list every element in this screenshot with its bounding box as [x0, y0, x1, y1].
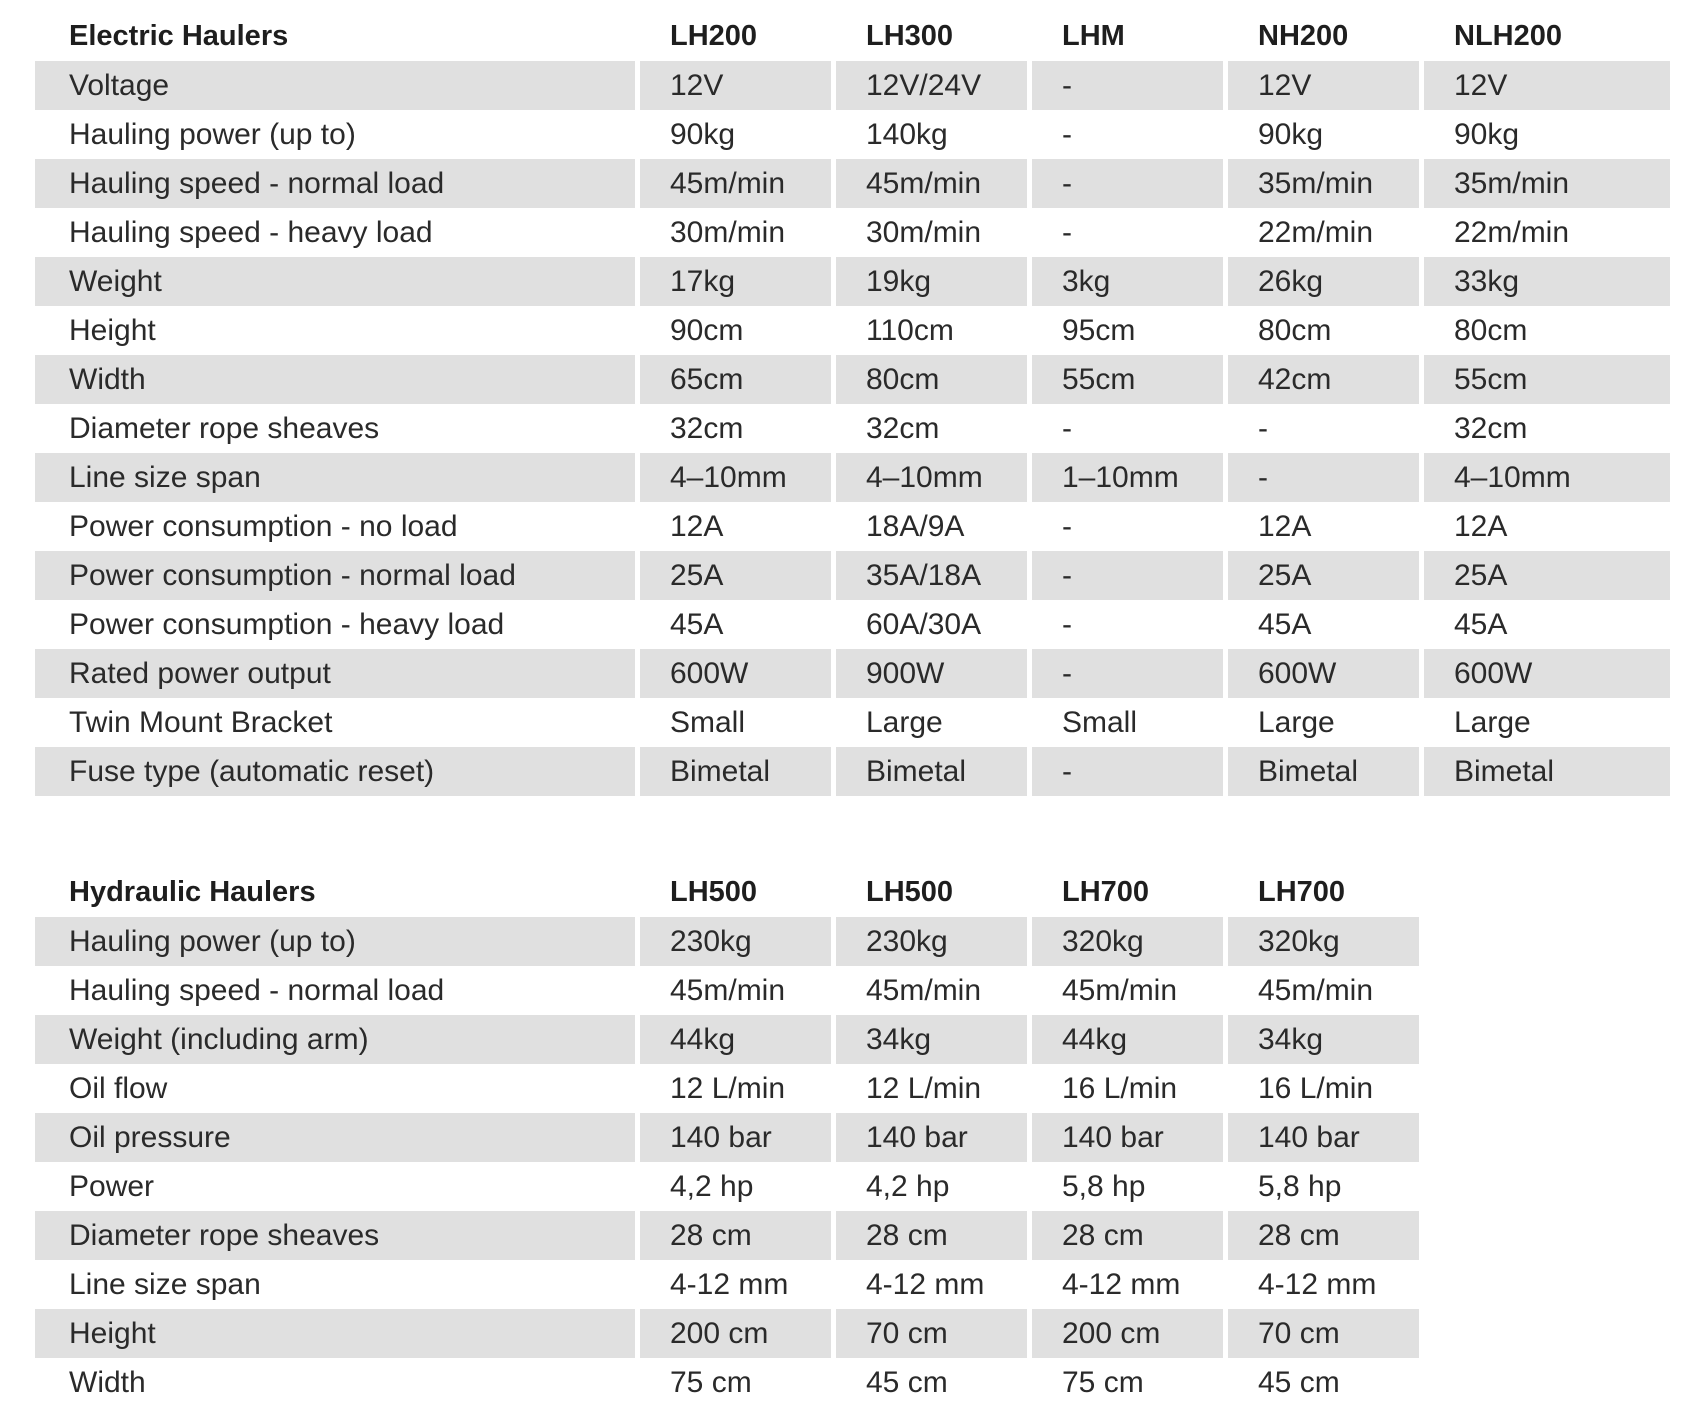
table-row [35, 453, 1670, 502]
spec-value: 230kg [640, 917, 831, 966]
spec-value: 17kg [640, 257, 831, 306]
spec-value: Large [866, 706, 943, 739]
row-label: Diameter rope sheaves [35, 1211, 635, 1260]
spec-value: 80cm [836, 355, 1027, 404]
spec-value: 35m/min [1424, 159, 1670, 208]
spec-value: 45A [670, 608, 724, 641]
spec-value: 90kg [670, 118, 736, 151]
spec-value: 25A [1424, 551, 1670, 600]
spec-value: 140 bar [640, 1113, 831, 1162]
spec-value: 4–10mm [836, 453, 1027, 502]
spec-value: 45m/min [1062, 974, 1178, 1007]
table-row [35, 1015, 1419, 1064]
row-label: Power consumption - heavy load [69, 608, 505, 641]
table-row [35, 257, 1670, 306]
electric-haulers-table [35, 12, 1670, 796]
spec-value: 45A [1454, 608, 1508, 641]
spec-value: 4-12 mm [670, 1268, 789, 1301]
spec-value: - [1228, 453, 1419, 502]
table-row [35, 600, 1670, 649]
spec-value: 45 cm [866, 1366, 948, 1399]
model-header: NH200 [1258, 20, 1349, 52]
table-row [35, 1211, 1419, 1260]
spec-value: 16 L/min [1062, 1072, 1178, 1105]
table-row [35, 208, 1670, 257]
spec-value: Bimetal [1424, 747, 1670, 796]
spec-value: - [1062, 412, 1072, 445]
spec-value: - [1062, 510, 1072, 543]
table-row [35, 61, 1670, 110]
spec-value: 4-12 mm [1258, 1268, 1377, 1301]
model-header: LH700 [1258, 876, 1346, 908]
spec-value: 5,8 hp [1062, 1170, 1146, 1203]
row-label: Width [69, 1366, 146, 1399]
spec-value: 34kg [836, 1015, 1027, 1064]
row-label: Hauling speed - normal load [35, 159, 635, 208]
spec-value: 140 bar [836, 1113, 1027, 1162]
electric-table-body [35, 61, 1670, 796]
spec-value: 25A [1228, 551, 1419, 600]
spec-value: 200 cm [1032, 1309, 1223, 1358]
spec-value: - [1062, 216, 1072, 249]
spec-value: Bimetal [836, 747, 1027, 796]
spec-value: 70 cm [1228, 1309, 1419, 1358]
electric-table-title: Electric Haulers [69, 20, 289, 52]
model-header: LH500 [866, 876, 954, 908]
table-row [35, 698, 1670, 747]
spec-value: 35A/18A [836, 551, 1027, 600]
spec-value: 4–10mm [1424, 453, 1670, 502]
spec-value: 140 bar [1228, 1113, 1419, 1162]
row-label: Power consumption - normal load [35, 551, 635, 600]
spec-value: 28 cm [1228, 1211, 1419, 1260]
spec-value: 42cm [1228, 355, 1419, 404]
spec-value: 12A [670, 510, 724, 543]
table-row [35, 110, 1670, 159]
spec-value: - [1032, 159, 1223, 208]
spec-value: 18A/9A [866, 510, 965, 543]
spec-value: 45m/min [1258, 974, 1374, 1007]
spec-value: 44kg [640, 1015, 831, 1064]
spec-value: - [1032, 61, 1223, 110]
model-header: LH700 [1062, 876, 1150, 908]
row-label: Hauling power (up to) [69, 118, 356, 151]
spec-value: - [1062, 118, 1072, 151]
spec-value: Large [1258, 706, 1335, 739]
model-header: LH300 [866, 20, 954, 52]
spec-value: 32cm [866, 412, 940, 445]
spec-value: 44kg [1032, 1015, 1223, 1064]
model-header: NLH200 [1454, 20, 1562, 52]
row-label: Hauling speed - normal load [69, 974, 445, 1007]
spec-value: 35m/min [1228, 159, 1419, 208]
spec-value: 32cm [1454, 412, 1528, 445]
table-row [35, 1064, 1419, 1113]
row-label: Hauling speed - heavy load [69, 216, 433, 249]
spec-value: - [1062, 608, 1072, 641]
table-row [35, 306, 1670, 355]
spec-value: 1–10mm [1032, 453, 1223, 502]
spec-value: 45m/min [866, 974, 982, 1007]
spec-value: 12 L/min [670, 1072, 786, 1105]
spec-value: - [1032, 747, 1223, 796]
row-label: Height [35, 1309, 635, 1358]
spec-value: 140kg [866, 118, 948, 151]
table-row [35, 502, 1670, 551]
table-row [35, 1309, 1419, 1358]
spec-value: - [1032, 649, 1223, 698]
spec-value: 28 cm [1032, 1211, 1223, 1260]
model-header: LH500 [670, 876, 758, 908]
table-row [35, 551, 1670, 600]
table-row [35, 747, 1670, 796]
row-label: Hauling power (up to) [35, 917, 635, 966]
spec-value: 55cm [1032, 355, 1223, 404]
spec-value: 75 cm [1062, 1366, 1144, 1399]
spec-value: 45m/min [670, 974, 786, 1007]
spec-value: 320kg [1228, 917, 1419, 966]
spec-value: Bimetal [640, 747, 831, 796]
row-label: Weight [35, 257, 635, 306]
spec-value: 80cm [1454, 314, 1528, 347]
spec-value: 28 cm [640, 1211, 831, 1260]
spec-value: 12V [1228, 61, 1419, 110]
spec-value: 600W [640, 649, 831, 698]
spec-value: 25A [640, 551, 831, 600]
spec-value: 900W [836, 649, 1027, 698]
table-row [35, 649, 1670, 698]
spec-value: 22m/min [1454, 216, 1570, 249]
spec-value: 200 cm [640, 1309, 831, 1358]
spec-value: 90kg [1454, 118, 1520, 151]
hydraulic-header-row [35, 868, 1419, 917]
spec-value: 60A/30A [866, 608, 982, 641]
row-label: Width [35, 355, 635, 404]
spec-value: 80cm [1258, 314, 1332, 347]
row-label: Power [69, 1170, 155, 1203]
row-label: Power consumption - no load [69, 510, 458, 543]
table-row [35, 1162, 1419, 1211]
spec-value: 320kg [1032, 917, 1223, 966]
spec-value: 90cm [670, 314, 744, 347]
table-row [35, 159, 1670, 208]
hydraulic-table-body [35, 917, 1419, 1407]
spec-value: 32cm [670, 412, 744, 445]
spec-value: - [1032, 551, 1223, 600]
row-label: Line size span [35, 453, 635, 502]
table-row [35, 966, 1419, 1015]
spec-value: 4-12 mm [866, 1268, 985, 1301]
table-row [35, 1113, 1419, 1162]
spec-value: 45A [1258, 608, 1312, 641]
spec-value: 30m/min [670, 216, 786, 249]
spec-value: 45m/min [640, 159, 831, 208]
spec-value: 4-12 mm [1062, 1268, 1181, 1301]
spec-value: 19kg [836, 257, 1027, 306]
spec-value: 33kg [1424, 257, 1670, 306]
spec-value: 45m/min [836, 159, 1027, 208]
spec-value: 3kg [1032, 257, 1223, 306]
spec-value: 45 cm [1258, 1366, 1340, 1399]
spec-value: 70 cm [836, 1309, 1027, 1358]
spec-value: 55cm [1424, 355, 1670, 404]
model-header: LH200 [670, 20, 758, 52]
spec-value: 22m/min [1258, 216, 1374, 249]
spec-value: 90kg [1258, 118, 1324, 151]
spec-value: 95cm [1062, 314, 1136, 347]
spec-value: 34kg [1228, 1015, 1419, 1064]
table-row [35, 1260, 1419, 1309]
spec-value: 65cm [640, 355, 831, 404]
spec-value: 12A [1258, 510, 1312, 543]
table-row [35, 404, 1670, 453]
spec-value: 110cm [866, 314, 954, 347]
row-label: Twin Mount Bracket [69, 706, 333, 739]
row-label: Fuse type (automatic reset) [35, 747, 635, 796]
spec-value: - [1258, 412, 1268, 445]
electric-header-row [35, 12, 1670, 61]
hydraulic-haulers-table [35, 868, 1419, 1407]
row-label: Line size span [69, 1268, 261, 1301]
spec-value: 4–10mm [640, 453, 831, 502]
spec-value: 12A [1454, 510, 1508, 543]
hydraulic-table-title: Hydraulic Haulers [69, 876, 316, 908]
table-row [35, 917, 1419, 966]
table-row [35, 1358, 1419, 1407]
model-header: LHM [1062, 20, 1125, 52]
row-label: Diameter rope sheaves [69, 412, 380, 445]
spec-value: 600W [1424, 649, 1670, 698]
spec-value: 12V [640, 61, 831, 110]
spec-value: 12 L/min [866, 1072, 982, 1105]
spec-value: 28 cm [836, 1211, 1027, 1260]
spec-value: 75 cm [670, 1366, 752, 1399]
spec-value: Small [1062, 706, 1138, 739]
spec-value: 30m/min [866, 216, 982, 249]
spec-value: 230kg [836, 917, 1027, 966]
spec-value: 12V [1424, 61, 1670, 110]
spec-value: 4,2 hp [866, 1170, 950, 1203]
spec-value: Bimetal [1228, 747, 1419, 796]
spec-value: 5,8 hp [1258, 1170, 1342, 1203]
spec-value: 600W [1228, 649, 1419, 698]
row-label: Weight (including arm) [35, 1015, 635, 1064]
spec-value: 4,2 hp [670, 1170, 754, 1203]
spec-value: 26kg [1228, 257, 1419, 306]
row-label: Oil flow [69, 1072, 168, 1105]
row-label: Voltage [35, 61, 635, 110]
spec-value: 12V/24V [836, 61, 1027, 110]
row-label: Oil pressure [35, 1113, 635, 1162]
spec-value: 140 bar [1032, 1113, 1223, 1162]
row-label: Height [69, 314, 156, 347]
row-label: Rated power output [35, 649, 635, 698]
spec-value: 16 L/min [1258, 1072, 1374, 1105]
spec-value: Large [1454, 706, 1531, 739]
table-row [35, 355, 1670, 404]
spec-value: Small [670, 706, 746, 739]
